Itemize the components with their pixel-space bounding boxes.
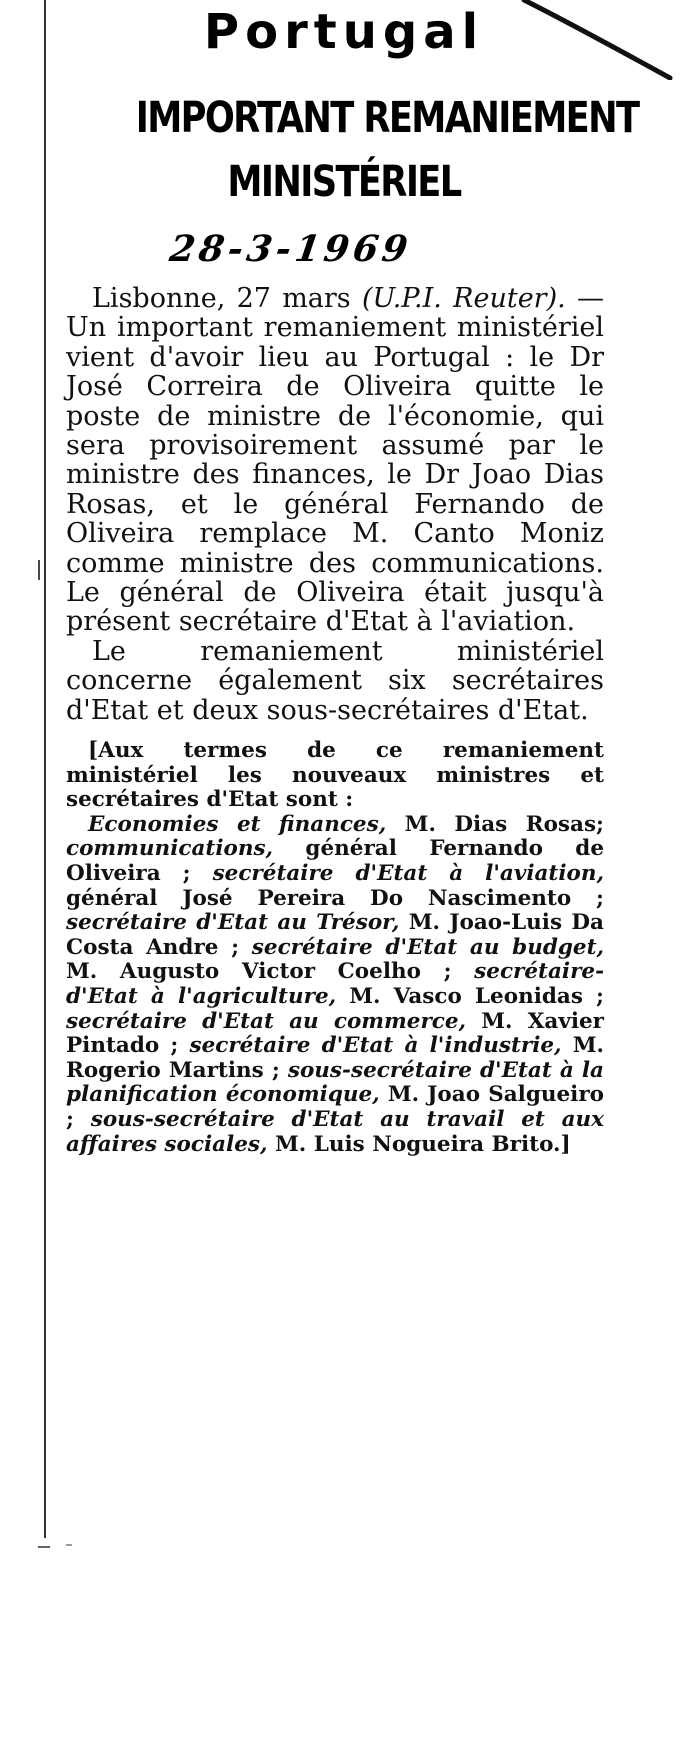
post-title: secrétaire- d'Etat à l'agriculture, [66,959,604,1010]
appointee: M. Joao-Luis Da Costa Andre ; [66,910,604,960]
paragraph-2-text: Le remaniement ministériel concerne également six secrétaires d'Etat et deux sous-secrétaires d'Etat. [66,635,604,726]
appointee: M. Joao Salgueiro ; [66,1082,605,1132]
appointments-note [66,739,604,1157]
appointee: M. Rogerio Martins ; [66,1033,604,1083]
appointee: général Fernando de Oliveira ; [66,836,604,887]
paragraph-1-text: — Un important remaniement ministériel vient d'avoir lieu au Portugal : le Dr José Correira de Oliveira quitte le poste de ministre de l'économie, qui sera provisoirement assumé par le ministre des finances, le Dr Joao Dias Rosas, et le général Fernando de Oliveira remplace M. Canto Moniz comme ministre des communications. Le général de Oliveira était jusqu'à présent secrétaire d'Etat à l'aviation. [66,283,604,638]
headline-line-1: IMPORTANT REMANIEMENT [135,93,639,143]
post-title: secrétaire d'Etat à l'industrie, [189,1033,562,1059]
appointee: général José Pereira Do Nascimento ; [66,885,604,911]
post-title: secrétaire d'Etat au budget, [251,934,604,960]
article-body [66,284,604,1179]
scan-mark [38,560,40,580]
paragraph-2 [66,637,604,725]
clipping-edge-line [44,0,46,1538]
scan-mark [38,1546,50,1548]
post-title: secrétaire d'Etat à l'aviation, [212,861,604,887]
post-title: secrétaire d'Etat au commerce, [66,1008,467,1034]
handwritten-date: 28-3-1969 [167,228,415,270]
appointee: M. Xavier Pintado ; [66,1008,604,1059]
agency-credit: (U.P.I. Reuter). [361,283,566,314]
post-title: sous-secrétaire d'Etat au travail et aux affaires sociales, [66,1107,605,1157]
note-intro: [Aux termes de ce remaniement ministériel les nouveaux ministres et secrétaires d'Etat sont : [66,738,604,813]
post-title: communications, [66,836,274,862]
post-title: Economies et finances, [88,811,387,837]
dateline: Lisbonne, 27 mars [92,283,351,314]
appointee: M. Augusto Victor Coelho ; [66,959,475,985]
headline-line-2: MINISTÉRIEL [227,157,461,207]
appointee: M. Dias Rosas; [386,811,604,837]
post-title: secrétaire d'Etat au Trésor, [66,910,400,936]
scan-mark [66,1544,72,1546]
section-kicker: Portugal [203,4,485,60]
appointee: M. Luis Nogueira Brito.] [267,1131,571,1157]
post-title: sous-secrétaire d'Etat à la planification économique, [66,1057,604,1108]
appointee: M. Vasco Leonidas ; [336,984,604,1010]
paragraph-1 [66,284,604,637]
